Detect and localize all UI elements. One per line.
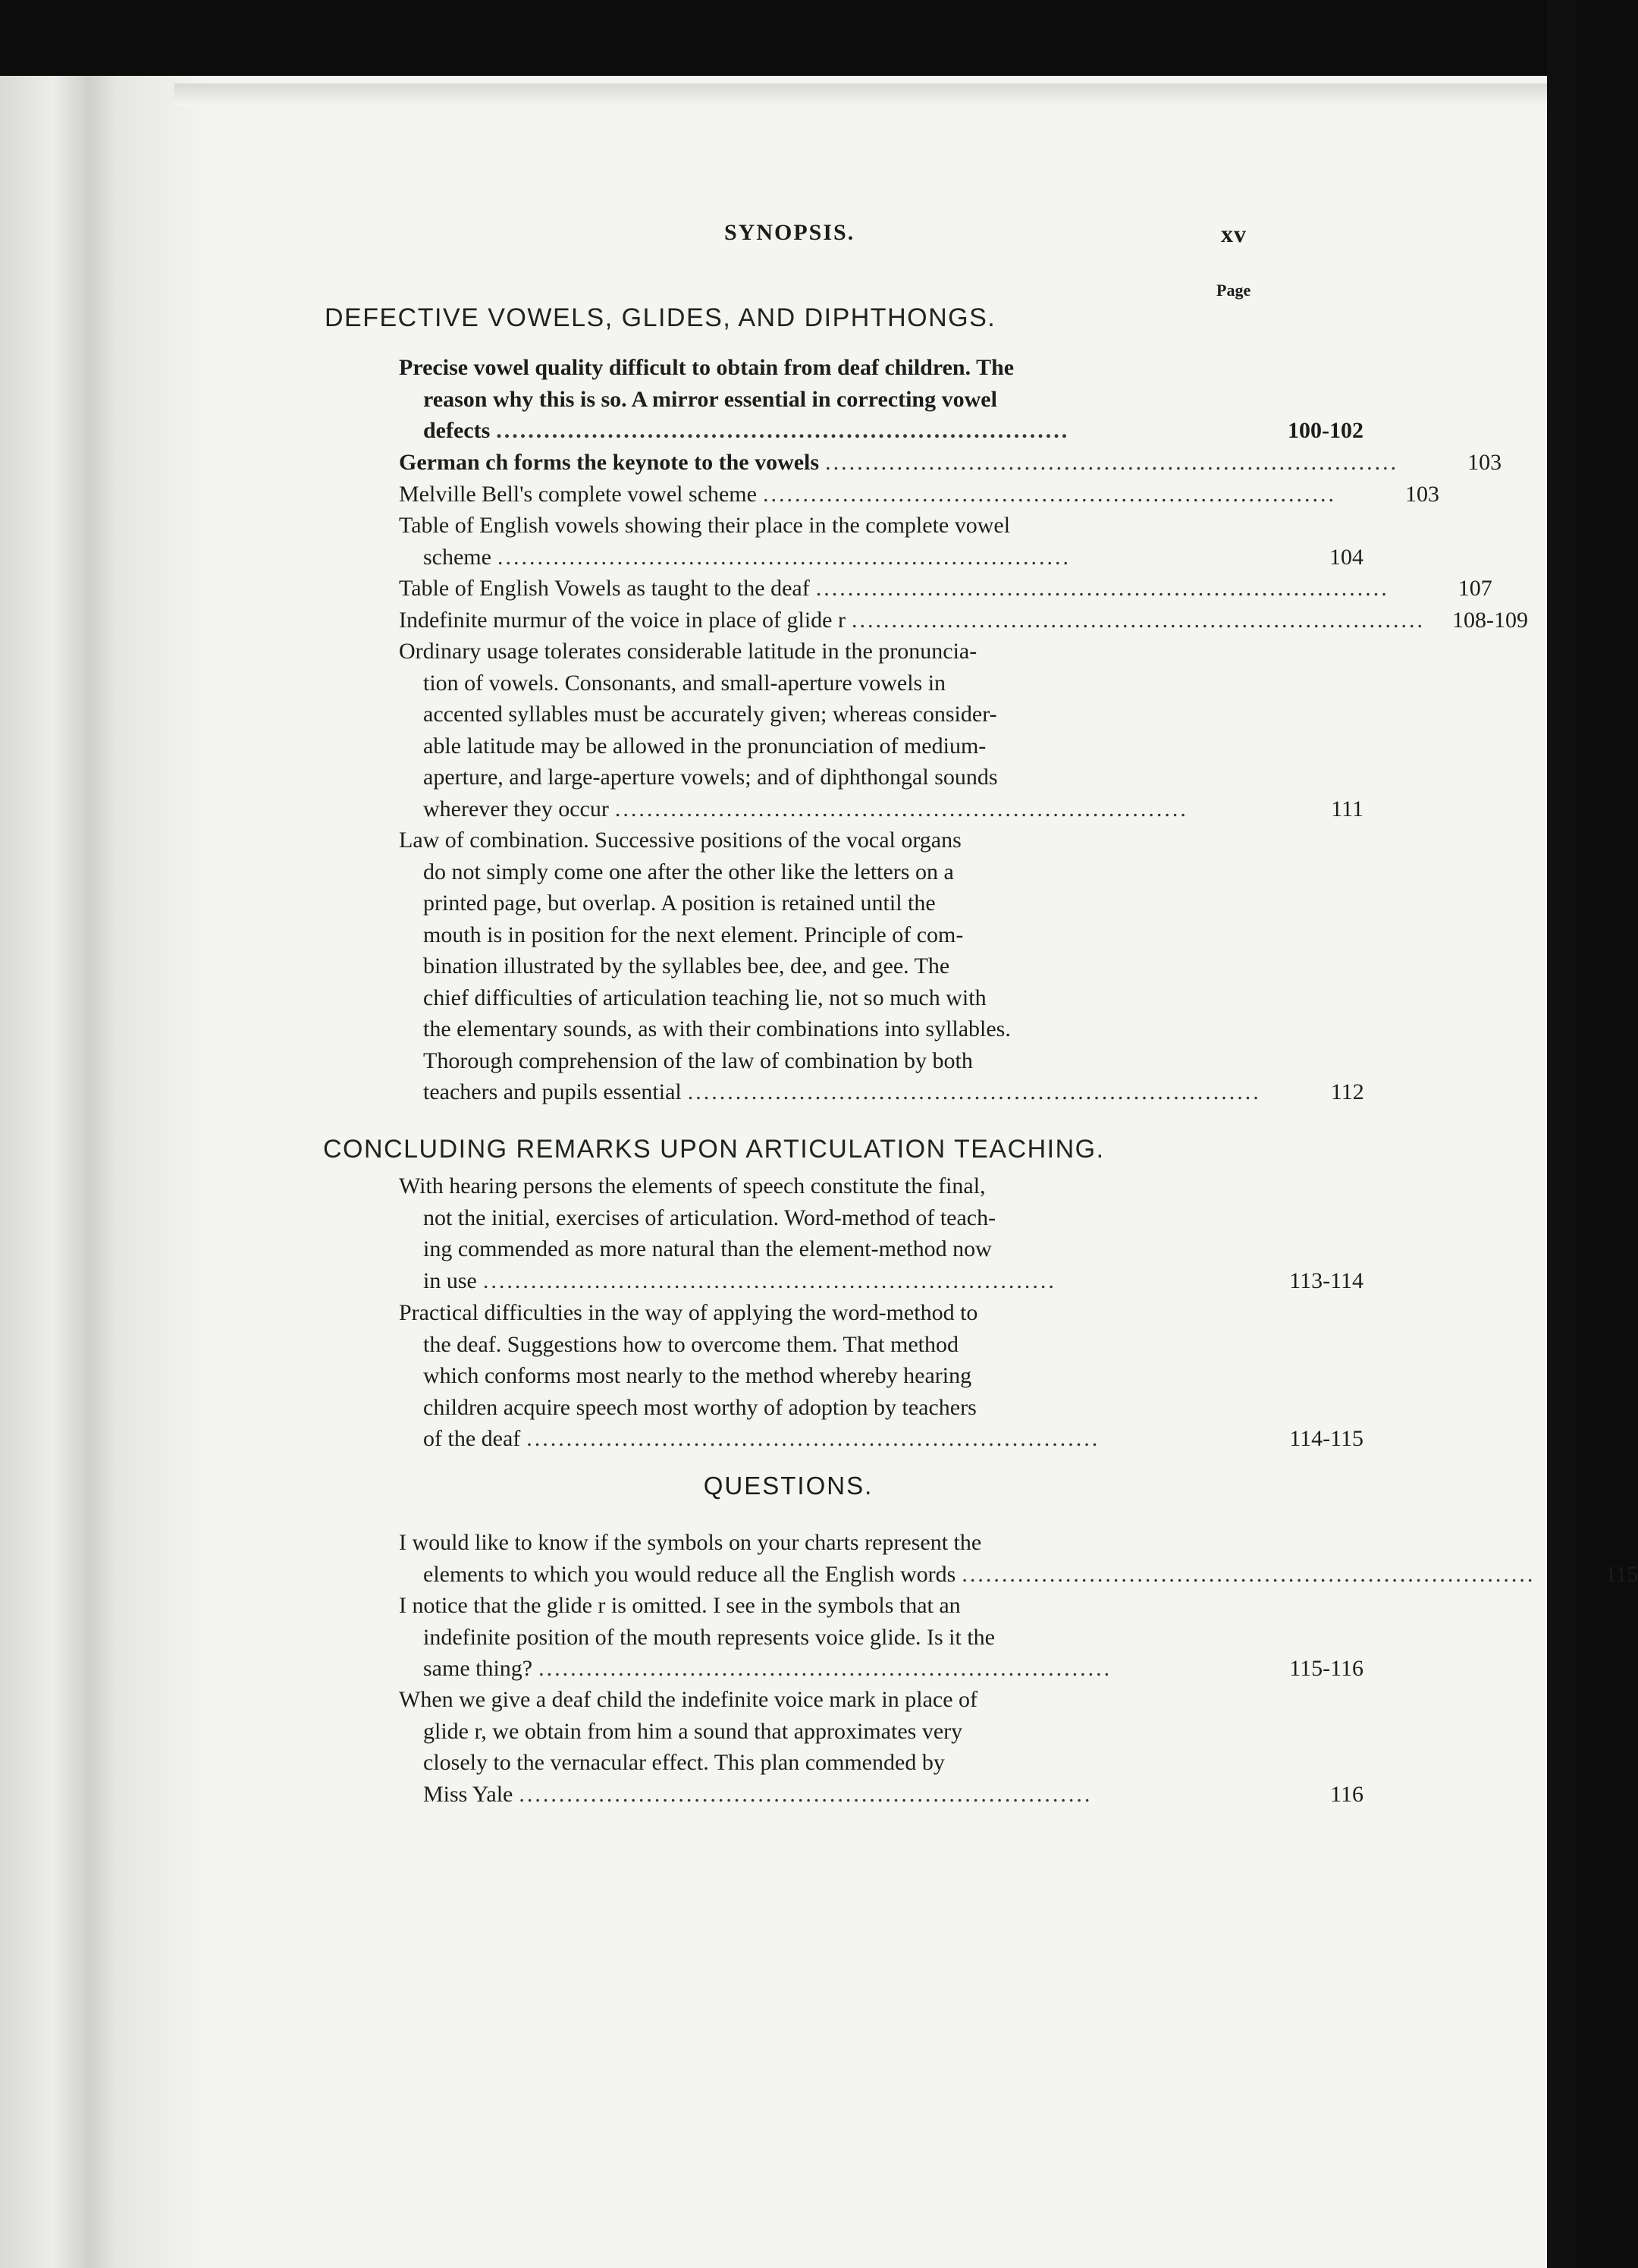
toc-entry	[399, 1684, 1363, 1810]
entry-line: indefinite position of the mouth represents voice glide. Is it the	[423, 1624, 995, 1650]
entry-page: 115-116	[1289, 1656, 1363, 1681]
section-heading: CONCLUDING REMARKS UPON ARTICULATION TEACHING.	[323, 1135, 1105, 1164]
toc-entry	[399, 605, 1528, 636]
section-heading: QUESTIONS.	[703, 1472, 874, 1500]
toc-entry	[399, 636, 1363, 825]
page-column-label: Page	[1216, 281, 1251, 300]
toc-entry	[399, 1527, 1638, 1590]
entry-line: closely to the vernacular effect. This plan commended by	[423, 1750, 945, 1775]
running-head	[0, 220, 1577, 258]
entry-page: 112	[1330, 1079, 1364, 1104]
entry-page: 111	[1331, 796, 1363, 821]
entry-line: Indefinite murmur of the voice in place of glide r ........................................................................ 108-109	[399, 605, 1265, 636]
entry-page: 116	[1330, 1781, 1363, 1807]
entry-page: 100-102	[1288, 418, 1363, 443]
entry-line: children acquire speech most worthy of adoption by teachers	[423, 1394, 977, 1420]
entry-line: accented syllables must be accurately given; whereas consider-	[423, 702, 997, 727]
entry-page: 114-115	[1289, 1426, 1363, 1451]
entry-line: Ordinary usage tolerates considerable latitude in the pronuncia-	[399, 639, 977, 664]
entry-line: With hearing persons the elements of speech constitute the final,	[399, 1173, 986, 1198]
entry-line: When we give a deaf child the indefinite voice mark in place of	[399, 1687, 978, 1712]
entry-page: 108-109	[1451, 608, 1528, 633]
entry-line: printed page, but overlap. A position is retained until the	[423, 891, 936, 916]
running-head-title: SYNOPSIS.	[724, 220, 855, 245]
toc-entry	[399, 573, 1492, 605]
entry-line: Melville Bell's complete vowel scheme ........................................................................ 103	[399, 479, 1265, 510]
entry-line: elements to which you would reduce all the English words ........................................................................ 115	[399, 1559, 1265, 1591]
entry-line: scheme ........................................................................ 104	[399, 542, 1265, 573]
toc-entry	[399, 1590, 1363, 1685]
entry-line: mouth is in position for the next element. Principle of com-	[423, 922, 964, 947]
entry-page: 103	[1404, 482, 1439, 507]
entry-line: Practical difficulties in the way of applying the word-method to	[399, 1300, 978, 1325]
toc-entry	[399, 479, 1439, 510]
entry-line: the elementary sounds, as with their combinations into syllables.	[423, 1016, 1011, 1041]
toc-entry	[399, 352, 1363, 447]
entry-line: reason why this is so. A mirror essential in correcting vowel	[423, 386, 997, 412]
entry-line: which conforms most nearly to the method whereby hearing	[423, 1363, 972, 1388]
toc-entry	[399, 510, 1363, 573]
entry-line: wherever they occur ........................................................................ 111	[399, 793, 1265, 825]
toc-entry	[399, 1297, 1363, 1455]
page-gutter-shadow	[0, 76, 212, 2268]
entry-line: tion of vowels. Consonants, and small-aperture vowels in	[423, 670, 946, 696]
entry-line: German ch forms the keynote to the vowels ........................................................................ 103	[399, 447, 1265, 479]
entry-line: not the initial, exercises of articulation. Word-method of teach-	[423, 1205, 996, 1230]
toc-entry	[399, 825, 1364, 1108]
entry-line: I notice that the glide r is omitted. I see in the symbols that an	[399, 1593, 961, 1618]
entry-page: 115	[1605, 1561, 1638, 1587]
entry-line: Precise vowel quality difficult to obtain from deaf children. The	[399, 355, 1015, 380]
entry-line: teachers and pupils essential ........................................................................ 112	[399, 1076, 1265, 1108]
entry-line: of the deaf ........................................................................ 114-115	[399, 1423, 1265, 1455]
entry-line: Thorough comprehension of the law of combination by both	[423, 1048, 973, 1073]
entry-line: ing commended as more natural than the element-method now	[423, 1236, 992, 1261]
entry-page: 113-114	[1289, 1268, 1363, 1293]
entry-line: Law of combination. Successive positions of the vocal organs	[399, 828, 962, 853]
entry-line: do not simply come one after the other like the letters on a	[423, 859, 954, 884]
toc-entry	[399, 1170, 1363, 1296]
entry-line: Miss Yale ........................................................................ 116	[399, 1779, 1265, 1811]
toc-entry	[399, 447, 1502, 479]
running-head-page-number: xv	[1221, 220, 1247, 247]
scan-border-top	[0, 0, 1577, 83]
section-heading: DEFECTIVE VOWELS, GLIDES, AND DIPHTHONGS.	[325, 303, 996, 332]
entry-line: the deaf. Suggestions how to overcome them. That method	[423, 1331, 959, 1357]
entry-line: glide r, we obtain from him a sound that approximates very	[423, 1718, 963, 1744]
entry-line: in use ........................................................................ 113-114	[399, 1265, 1265, 1297]
entry-line: bination illustrated by the syllables bee, dee, and gee. The	[423, 953, 950, 979]
entry-line: able latitude may be allowed in the pronunciation of medium-	[423, 733, 987, 759]
entry-line: aperture, and large-aperture vowels; and of diphthongal sounds	[423, 765, 998, 790]
entry-line: I would like to know if the symbols on your charts represent the	[399, 1530, 982, 1555]
entry-line: Table of English vowels showing their place in the complete vowel	[399, 513, 1011, 538]
entry-line: defects ........................................................................ 100-102	[399, 415, 1265, 447]
entry-page: 104	[1329, 544, 1363, 570]
entry-line: same thing? ........................................................................ 115-116	[399, 1653, 1265, 1685]
page-top-shadow	[174, 83, 1547, 106]
entry-page: 103	[1467, 450, 1502, 475]
entry-page: 107	[1458, 576, 1492, 601]
entry-line: Table of English Vowels as taught to the deaf ........................................................................ 107	[399, 573, 1265, 605]
entry-line: chief difficulties of articulation teaching lie, not so much with	[423, 985, 987, 1010]
scan-border-right	[1547, 0, 1577, 2268]
